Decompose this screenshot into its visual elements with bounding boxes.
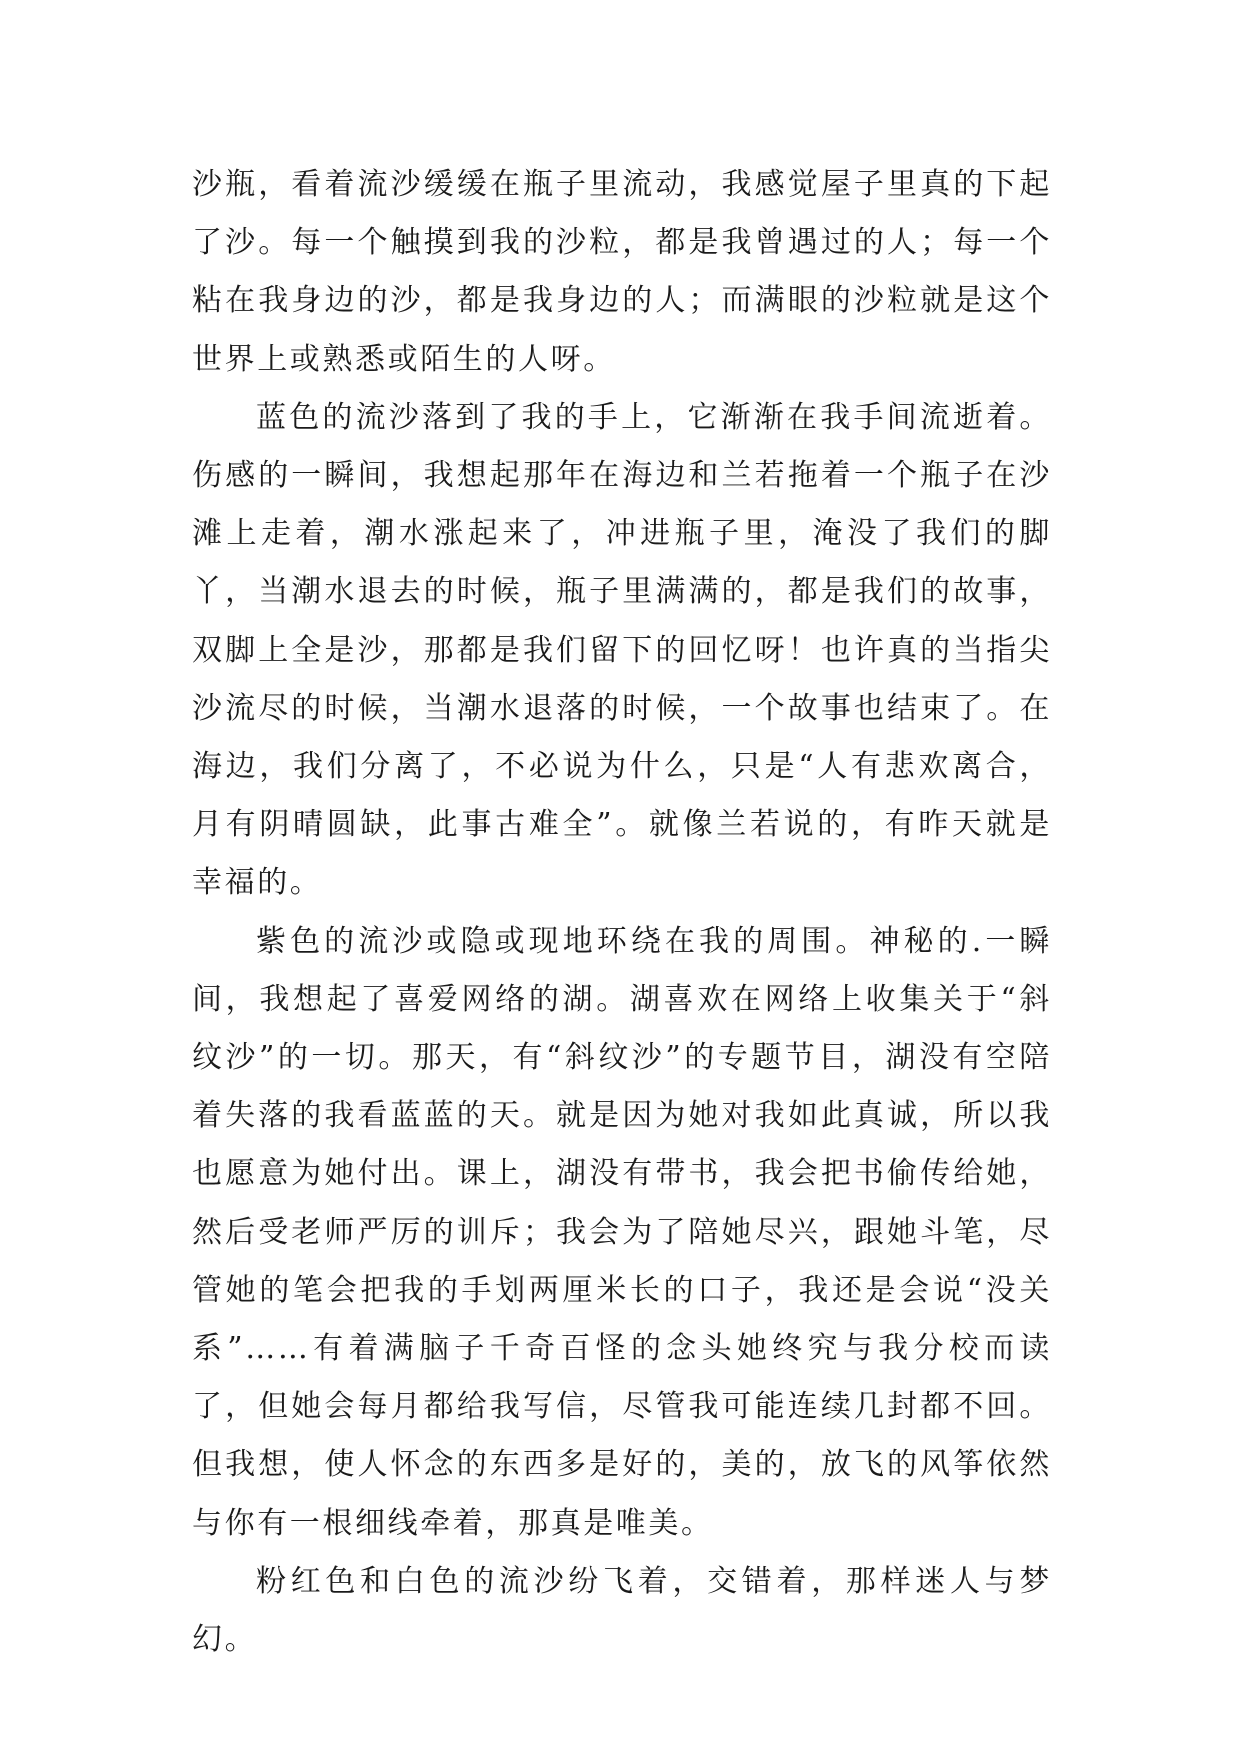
paragraph-1: 沙瓶，看着流沙缓缓在瓶子里流动，我感觉屋子里真的下起了沙。每一个触摸到我的沙粒，都是我曾遇过的人；每一个粘在我身边的沙，都是我身边的人；而满眼的沙粒就是这个世界上或熟悉或陌生的人呀。 — [192, 167, 1052, 377]
paragraph-4: 粉红色和白色的流沙纷飞着，交错着，那样迷人与梦幻。 — [192, 1563, 1052, 1658]
paragraph-3: 紫色的流沙或隐或现地环绕在我的周围。神秘的.一瞬间，我想起了喜爱网络的湖。湖喜欢在网络上收集关于“斜纹沙”的一切。那天，有“斜纹沙”的专题节目，湖没有空陪着失落的我看蓝蓝的天。就是因为她对我如此真诚，所以我也愿意为她付出。课上，湖没有带书，我会把书偷传给她，然后受老师严厉的训斥；我会为了陪她尽兴，跟她斗笔，尽管她的笔会把我的手划两厘米长的口子，我还是会说“没关系”……有着满脑子千奇百怪的念头她终究与我分校而读了，但她会每月都给我写信，尽管我可能连续几封都不回。但我想，使人怀念的东西多是好的，美的，放飞的风筝依然与你有一根细线牵着，那真是唯美。 — [192, 923, 1052, 1541]
body-text — [192, 156, 1052, 1669]
paragraph-2: 蓝色的流沙落到了我的手上，它渐渐在我手间流逝着。伤感的一瞬间，我想起那年在海边和兰若拖着一个瓶子在沙滩上走着，潮水涨起来了，冲进瓶子里，淹没了我们的脚丫，当潮水退去的时候，瓶子里满满的，都是我们的故事，双脚上全是沙，那都是我们留下的回忆呀！也许真的当指尖沙流尽的时候，当潮水退落的时候，一个故事也结束了。在海边，我们分离了，不必说为什么，只是“人有悲欢离合，月有阴晴圆缺，此事古难全”。就像兰若说的，有昨天就是幸福的。 — [192, 399, 1052, 901]
